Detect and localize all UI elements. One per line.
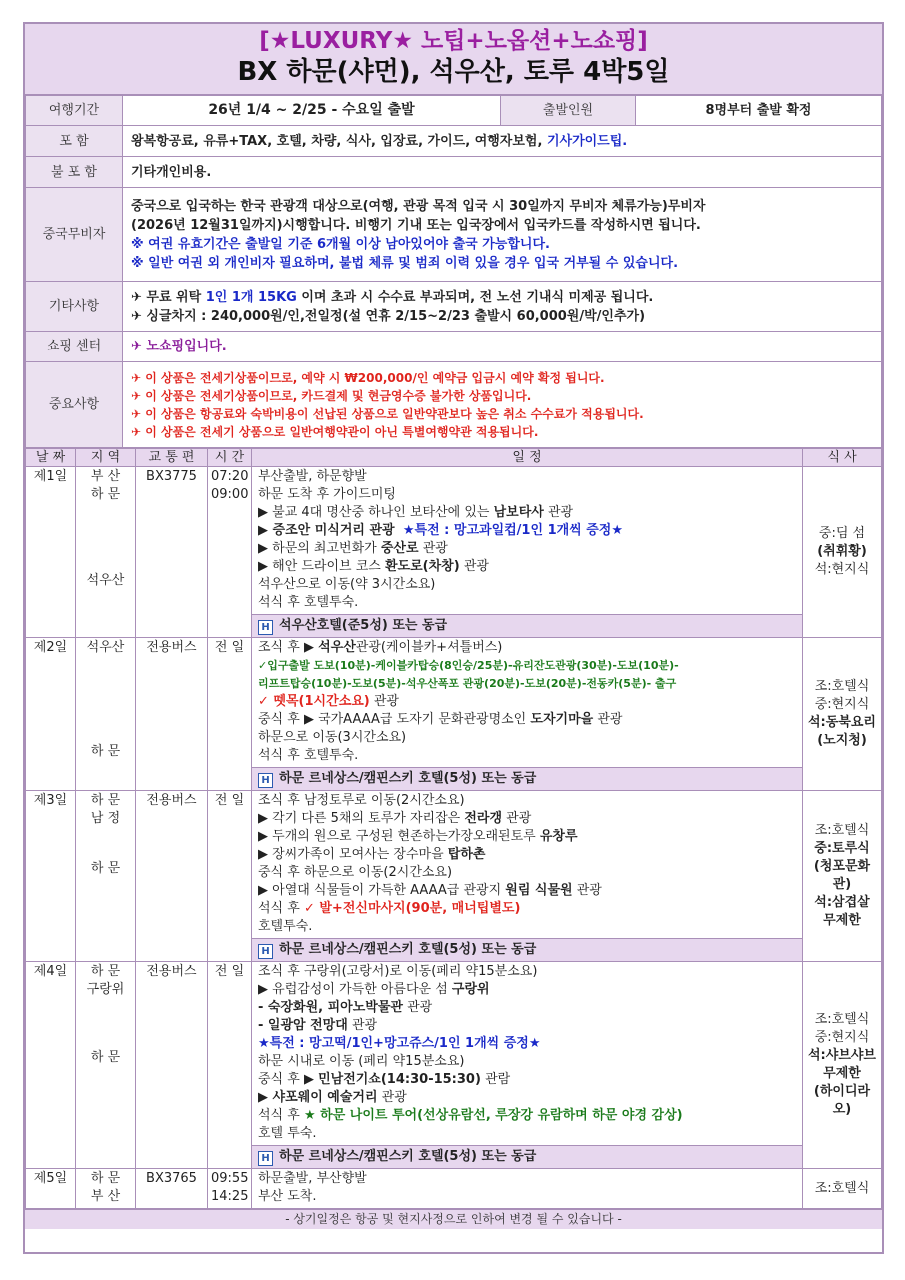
text: 중식 후 ▶ — [258, 1072, 314, 1087]
important-line: ✈ 이 상품은 항공료와 숙박비용이 선납된 상품으로 일반약관보다 높은 취소 수수료가 적용됩니다. — [131, 406, 644, 421]
meal-line: 중:현지식 — [814, 1030, 870, 1045]
itinerary-line — [258, 522, 798, 540]
visa-line-1: 중국으로 입국하는 한국 관광객 대상으로(여행, 관광 목적 입국 시 30일까지 무비자 체류가능)무비자 — [131, 198, 706, 214]
spot-name: 석우산 — [318, 640, 356, 655]
meal-line: (노지청) — [817, 733, 867, 748]
page-title: BX 하문(샤먼), 석우산, 토루 4박5일 — [237, 57, 670, 87]
hotel-icon: H — [258, 620, 273, 635]
important-content — [123, 362, 882, 448]
day-meal — [803, 1169, 882, 1209]
visa-line-4: ※ 일반 여권 외 개인비자 필요하며, 불법 체류 및 범죄 이력 있을 경우 입국 거부될 수 있습니다. — [131, 255, 679, 271]
day-itinerary — [252, 791, 803, 962]
day-time: 전 일 — [208, 791, 252, 962]
itinerary-line: 중식 후 하문으로 이동(2시간소요) — [258, 865, 453, 880]
itinerary-line — [258, 1071, 798, 1089]
meal-line: 중:현지식 — [814, 697, 870, 712]
spot-name: 중산로 — [380, 541, 419, 556]
head-city: 지 역 — [76, 449, 136, 467]
meal-line: (하이디라오) — [813, 1084, 871, 1117]
spot-name: 유창루 — [539, 829, 578, 844]
text: 관광 — [576, 883, 602, 898]
visa-line-3: ※ 여권 유효기간은 출발일 기준 6개월 이상 남아있어야 출국 가능합니다. — [131, 236, 550, 252]
hotel-row — [252, 1145, 802, 1168]
itinerary-line: 호텔투숙. — [258, 919, 313, 934]
option-highlight: ✓ 발+전신마사지(90분, 매너팁별도) — [303, 901, 521, 916]
day-row-1 — [26, 467, 882, 638]
meal-line: (청포문화관) — [813, 859, 871, 892]
itinerary-line — [258, 504, 798, 522]
hotel-name: 석우산호텔(준5성) 또는 동급 — [279, 618, 448, 633]
text: 조식 후 ▶ — [258, 640, 314, 655]
meal-line: 조:호텔식 — [814, 823, 870, 838]
meal-line: 무제한 — [823, 1066, 861, 1081]
itinerary-line — [258, 639, 798, 657]
meal-line: 석:샤브샤브 — [808, 1048, 876, 1063]
day-itinerary — [252, 638, 803, 791]
special-benefit: ★특전 : 망고떡/1인+망고쥬스/1인 1개씩 증정★ — [258, 1036, 541, 1051]
itinerary-line — [258, 1107, 798, 1125]
city-top: 석우산 — [86, 640, 125, 655]
spot-name: 구랑위 — [451, 982, 490, 997]
text: ▶ 유럽감성이 가득한 아름다운 섬 — [258, 982, 448, 997]
itinerary-line: 조식 후 구랑위(고랑서)로 이동(페리 약15분소요) — [258, 964, 538, 979]
itinerary-line: 하문 시내로 이동 (페리 약15분소요) — [258, 1054, 465, 1069]
hotel-name: 하문 르네상스/캠핀스키 호텔(5성) 또는 동급 — [279, 942, 537, 957]
meal-line: 조:호텔식 — [814, 1180, 870, 1196]
include-value — [123, 126, 882, 157]
visa-line-2: (2026년 12월31일까지)시행합니다. 비행기 기내 또는 입국장에서 입국카드를 작성하시면 됩니다. — [131, 217, 701, 233]
itinerary-line: 부산출발, 하문향발 — [258, 469, 367, 484]
text: 관광 — [463, 559, 489, 574]
text: 관광 — [351, 1018, 378, 1033]
title-tagline: [★LUXURY★ 노팁+노옵션+노쇼핑] — [259, 28, 648, 54]
day-label: 제3일 — [26, 791, 76, 962]
text: 석식 후 — [258, 1108, 300, 1123]
head-itinerary: 일 정 — [252, 449, 803, 467]
important-line: ✈ 이 상품은 전세기상품이므로, 카드결제 및 현금영수증 불가한 상품입니다. — [131, 388, 532, 403]
head-meal: 식 사 — [803, 449, 882, 467]
day-row-5 — [26, 1169, 882, 1209]
itinerary-line: 하문출발, 부산향발 — [258, 1171, 367, 1186]
text: 석식 후 — [258, 901, 300, 916]
meal-line: 석:동북요리 — [808, 715, 876, 730]
city-top: 부 산 하 문 — [90, 469, 121, 502]
itinerary-line — [258, 540, 798, 558]
city-bottom: 하 문 — [90, 744, 121, 759]
meal-line: 조:호텔식 — [814, 1012, 870, 1027]
spot-name: ▶ 증조안 미식거리 관광 — [258, 523, 395, 538]
text: ▶ 장씨가족이 모여사는 장수마을 — [258, 847, 444, 862]
night-tour: ★ 하문 나이트 투어(선상유람선, 루장강 유람하며 하문 야경 감상) — [303, 1108, 683, 1123]
itinerary-line — [258, 882, 798, 900]
city-bottom: 하 문 — [90, 861, 121, 876]
day-itinerary — [252, 1169, 803, 1209]
text: 관광 — [407, 1000, 433, 1015]
day-trans: BX3765 — [136, 1169, 208, 1209]
day-city: 하 문 부 산 — [76, 1169, 136, 1209]
shop-value: ✈ 노쇼핑입니다. — [123, 332, 882, 362]
important-line: ✈ 이 상품은 전세기 상품으로 일반여행약관이 아닌 특별여행약관 적용됩니다. — [131, 424, 539, 439]
spot-name: 환도로(차창) — [385, 559, 460, 574]
text: 관광 — [381, 1090, 407, 1105]
spot-name: ▶ 샤포웨이 예술거리 — [258, 1090, 378, 1105]
day-city — [76, 791, 136, 962]
itinerary-line — [258, 981, 798, 999]
etc-label: 기타사항 — [26, 282, 123, 332]
spot-name: - 숙장화원, 피아노박물관 — [258, 1000, 403, 1015]
city-top: 하 문 구랑위 — [86, 964, 125, 997]
day-time: 전 일 — [208, 962, 252, 1169]
hotel-row — [252, 938, 802, 961]
option-highlight: ✓ 뗏목(1시간소요) — [258, 694, 370, 709]
text: ▶ 해안 드라이브 코스 — [258, 559, 381, 574]
shop-label: 쇼핑 센터 — [26, 332, 123, 362]
special-benefit: ★특전 : 망고과일컵/1인 1개씩 증정★ — [402, 523, 624, 538]
period-label: 여행기간 — [26, 96, 123, 126]
title-header — [25, 24, 882, 95]
spot-name: 탑하촌 — [447, 847, 486, 862]
itinerary-line — [258, 999, 798, 1017]
day-meal — [803, 791, 882, 962]
itinerary-line — [258, 711, 798, 729]
etc-line-1-c: 이며 초과 시 수수료 부과되며, 전 노선 기내식 미제공 됩니다. — [301, 289, 654, 305]
day-trans: 전용버스 — [136, 638, 208, 791]
spot-name: - 일광암 전망대 — [258, 1018, 348, 1033]
include-label: 포 함 — [26, 126, 123, 157]
hotel-name: 하문 르네상스/캠핀스키 호텔(5성) 또는 동급 — [279, 1149, 537, 1164]
footer-note: - 상기일정은 항공 및 현지사정으로 인하여 변경 될 수 있습니다 - — [25, 1209, 882, 1229]
day-time: 09:55 14:25 — [208, 1169, 252, 1209]
city-bottom: 하 문 — [90, 1050, 121, 1065]
text: ▶ 아열대 식물들이 가득한 AAAA급 관광지 — [258, 883, 502, 898]
city-top: 하 문 남 정 — [90, 793, 121, 826]
text: 관광 — [373, 694, 399, 709]
itinerary-line — [258, 846, 798, 864]
important-line: ✈ 이 상품은 전세기상품이므로, 예약 시 ₩200,000/인 예약금 입금시 예약 확정 됩니다. — [131, 370, 605, 385]
itinerary-line: 리프트탑승(10분)-도보(5분)-석우산폭포 관광(20분)-도보(20분)-전동카(5분)- 출구 — [258, 677, 677, 690]
day-label: 제4일 — [26, 962, 76, 1169]
day-label: 제5일 — [26, 1169, 76, 1209]
itinerary-line — [258, 828, 798, 846]
text: ▶ 불교 4대 명산중 하나인 보타산에 있는 — [258, 505, 490, 520]
itinerary-line — [258, 558, 798, 576]
schedule-table — [25, 448, 882, 1209]
period-value: 26년 1/4 ~ 2/25 - 수요일 출발 — [123, 96, 501, 126]
day-city — [76, 467, 136, 638]
meal-line: 중:토루식 — [814, 841, 870, 856]
hotel-name: 하문 르네상스/캠핀스키 호텔(5성) 또는 동급 — [279, 771, 537, 786]
meal-line: (취휘황) — [817, 544, 867, 559]
itinerary-line: 호텔 투숙. — [258, 1126, 317, 1141]
hotel-icon: H — [258, 1151, 273, 1166]
itinerary-line: 하문 도착 후 가이드미팅 — [258, 487, 396, 502]
schedule-header-row — [26, 449, 882, 467]
include-highlight: 기사가이드팁. — [546, 133, 628, 149]
etc-content — [123, 282, 882, 332]
day-itinerary — [252, 962, 803, 1169]
text: ▶ 각기 다른 5채의 토루가 자리잡은 — [258, 811, 461, 826]
itinerary-line: 석우산으로 이동(약 3시간소요) — [258, 577, 436, 592]
day-label: 제2일 — [26, 638, 76, 791]
day-label: 제1일 — [26, 467, 76, 638]
text: 관광 — [506, 811, 532, 826]
text: 관광 — [597, 712, 623, 727]
etc-line-1-a: ✈ 무료 위탁 — [131, 289, 202, 305]
itinerary-line: ✓입구출발 도보(10분)-케이블카탑승(8인승/25분)-유리잔도관광(30분)-도보(10분)- — [258, 659, 679, 672]
etc-line-1-b: 1인 1개 15KG — [205, 289, 297, 305]
meal-line: 석:현지식 — [814, 562, 870, 577]
text: 관광 — [422, 541, 448, 556]
itinerary-line — [258, 900, 798, 918]
info-table — [25, 95, 882, 448]
meal-line: 조:호텔식 — [814, 679, 870, 694]
visa-label: 중국무비자 — [26, 188, 123, 282]
itinerary-line — [258, 693, 798, 711]
head-trans: 교 통 편 — [136, 449, 208, 467]
day-row-2 — [26, 638, 882, 791]
spot-name: 민남전기쇼(14:30-15:30) — [318, 1072, 481, 1087]
itinerary-line: 석식 후 호텔투숙. — [258, 595, 359, 610]
itinerary-sheet — [23, 22, 884, 1254]
day-meal — [803, 638, 882, 791]
text: 중식 후 ▶ 국가AAAA급 도자기 문화관광명소인 — [258, 712, 527, 727]
head-time: 시 간 — [208, 449, 252, 467]
spot-name: 남보타사 — [493, 505, 544, 520]
itinerary-line: 석식 후 호텔투숙. — [258, 748, 359, 763]
meal-line: 무제한 — [823, 913, 861, 928]
exclude-label: 불 포 함 — [26, 157, 123, 188]
spot-name: 원림 식물원 — [505, 883, 573, 898]
meal-line: 석:삼겹살 — [814, 895, 870, 910]
itinerary-line: 조식 후 남정토루로 이동(2시간소요) — [258, 793, 465, 808]
day-meal — [803, 467, 882, 638]
text: 관람 — [485, 1072, 511, 1087]
spot-name: 전라갱 — [464, 811, 503, 826]
itinerary-line — [258, 810, 798, 828]
head-day: 날 짜 — [26, 449, 76, 467]
city-bottom: 석우산 — [86, 573, 125, 588]
text: 관광(케이블카+셔틀버스) — [355, 640, 503, 655]
exclude-value: 기타개인비용. — [123, 157, 882, 188]
day-row-3 — [26, 791, 882, 962]
text: ▶ 두개의 원으로 구성된 현존하는가장오래된토루 — [258, 829, 536, 844]
important-label: 중요사항 — [26, 362, 123, 448]
itinerary-line — [258, 1017, 798, 1035]
day-time: 07:20 09:00 — [208, 467, 252, 638]
hotel-icon: H — [258, 944, 273, 959]
text: 관광 — [547, 505, 574, 520]
meal-line: 중:딤 섬 — [818, 526, 866, 541]
itinerary-line: 하문으로 이동(3시간소요) — [258, 730, 407, 745]
depart-value: 8명부터 출발 확정 — [636, 96, 882, 126]
day-city — [76, 638, 136, 791]
day-trans: BX3775 — [136, 467, 208, 638]
itinerary-line — [258, 1089, 798, 1107]
day-itinerary — [252, 467, 803, 638]
visa-content — [123, 188, 882, 282]
day-city — [76, 962, 136, 1169]
day-time: 전 일 — [208, 638, 252, 791]
spot-name: 도자기마을 — [530, 712, 594, 727]
etc-line-2: ✈ 싱글차지 : 240,000원/인,전일정(설 연휴 2/15~2/23 출발시 60,000원/박/인추가) — [131, 308, 646, 324]
day-meal — [803, 962, 882, 1169]
include-text: 왕복항공료, 유류+TAX, 호텔, 차량, 식사, 입장료, 가이드, 여행자보험, — [131, 133, 543, 149]
hotel-row — [252, 767, 802, 790]
etc-line-1 — [131, 288, 873, 307]
depart-label: 출발인원 — [501, 96, 636, 126]
hotel-icon: H — [258, 773, 273, 788]
day-trans: 전용버스 — [136, 962, 208, 1169]
text: ▶ 하문의 최고번화가 — [258, 541, 377, 556]
day-trans: 전용버스 — [136, 791, 208, 962]
itinerary-line: 부산 도착. — [258, 1189, 317, 1204]
hotel-row — [252, 614, 802, 637]
day-row-4 — [26, 962, 882, 1169]
